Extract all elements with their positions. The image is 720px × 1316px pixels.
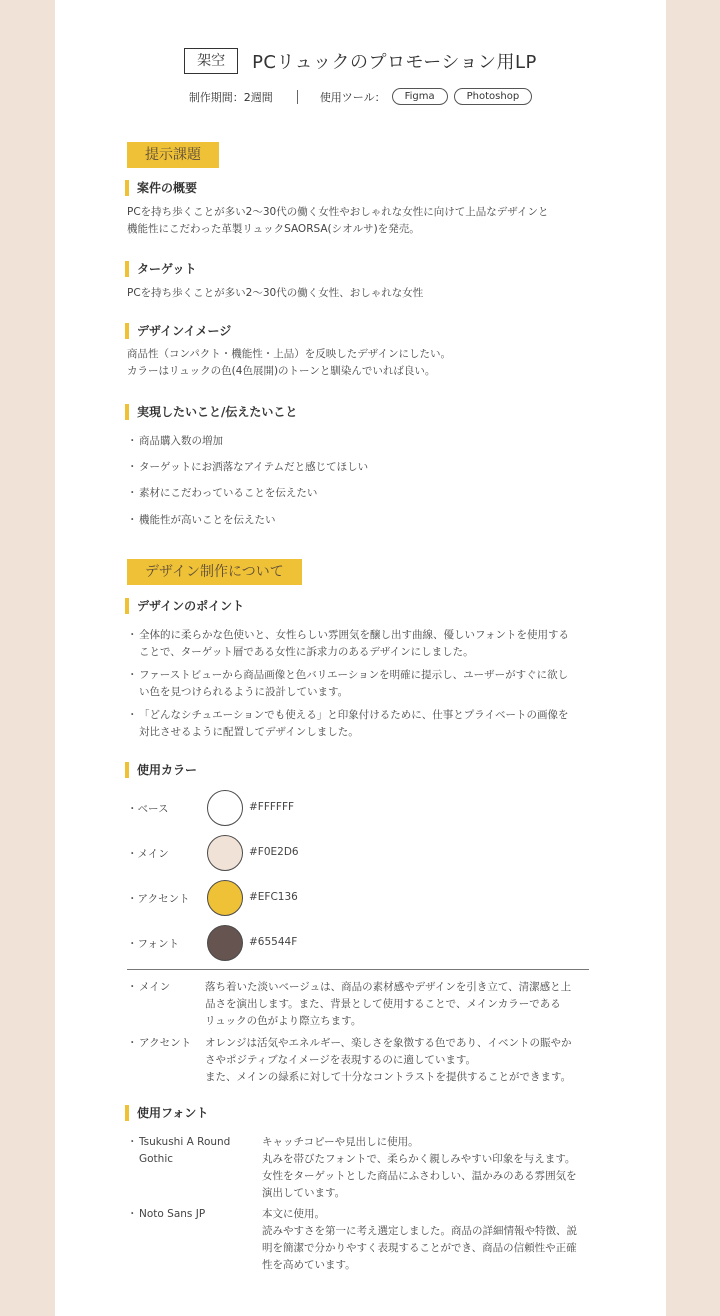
heading-design-image: デザインイメージ bbox=[125, 323, 231, 339]
color-swatch bbox=[207, 880, 243, 916]
section-label-brief: 提示課題 bbox=[127, 142, 219, 168]
page-title: PCリュックのプロモーション用LP bbox=[252, 52, 537, 73]
divider bbox=[127, 969, 589, 970]
target-line-1: PCを持ち歩くことが多い2〜30代の働く女性、おしゃれな女性 bbox=[127, 287, 424, 299]
divider bbox=[297, 90, 298, 104]
design-image-line-2: カラーはリュックの色(4色展開)のトーンと馴染んでいれば良い。 bbox=[127, 365, 436, 377]
document-page: 架空 PCリュックのプロモーション用LP 制作期間：2週間 使用ツール： Figma Photoshop 提示課題 案件の概要 PCを持ち歩くことが多い2〜30代の働く女性やおしゃれな女性に向けて上品なデザインと 機能性にこだわった革製リュックSAORSA(シオルサ)を発売。 ターゲット PCを持ち歩くことが多い2〜30代の働く女性、おしゃれな女性 デザインイメージ 商品性（コンパクト・機能性・上品）を反映したデザインにしたい。 カラーはリュックの色(4色展開)のトーンと馴染んでいれば良い。 実現したいこと/伝えたいこと ・ 商品購入数の増加 ・ ターゲットにお洒落なアイテムだと感じてほしい ・ 素材にこだわっていることを伝えたい ・ 機能性が高いことを伝えたい デザイン制作について デザインのポイント ・ 全体的に柔らかな色使いと、女性らしい雰囲気を醸し出す曲線、優しいフォントを使用する ことで、ターゲット層である女性に訴求力のあるデザインにしました。 ・ ファーストビューから商品画像と色バリエーションを明確に提示し、ユーザーがすぐに欲し い色を見つけられるように設計しています。 ・ 「どんなシチュエーションでも使える」と印象付けるために、仕事とプライベートの画像を 対比させるように配置してデザインしました。 使用カラー ・ベース #FFFFFF ・メイン #F0E2D6 ・アクセント #EFC136 ・フォント #65544F ・ メイン 落ち着いた淡いベージュは、商品の素材感やデザインを引き立て、清潔感と上 品さを演出します。また、背景として使用することで、メインカラーである リュックの色がより際立ちます。 ・ アクセント オレンジは活気やエネルギー、楽しさを象徴する色であり、イベントの賑やか さやポジティブなイメージを表現するのに適しています。 また、メインの緑系に対して十分なコントラストを提供することができます。 使用フォント ・ Tsukushi A Round Gothic キャッチコピーや見出しに使用。 丸みを帯びたフォントで、柔らかく親しみやすい印象を与えます。 女性をターゲットとした商品にふさわしい、温かみのある雰囲気を 演出しています。 ・ Noto Sans JP 本文に使用。 読みやすさを第一に考え選定しました。商品の詳細情報や特徴、説 明を簡潔で分かりやすく表現することができ、商品の信頼性や正確 性を高めています。 bbox=[55, 0, 666, 1316]
tool-badge-figma: Figma bbox=[392, 88, 448, 105]
production-period: 制作期間：2週間 bbox=[188, 90, 273, 104]
color-swatch bbox=[207, 790, 243, 826]
overview-line-1: PCを持ち歩くことが多い2〜30代の働く女性やおしゃれな女性に向けて上品なデザインと bbox=[127, 206, 549, 218]
color-swatch-row: ・フォント #65544F bbox=[127, 925, 427, 963]
design-image-line-1: 商品性（コンパクト・機能性・上品）を反映したデザインにしたい。 bbox=[127, 348, 452, 360]
section-label-design: デザイン制作について bbox=[127, 559, 302, 585]
color-swatch-row: ・メイン #F0E2D6 bbox=[127, 835, 427, 873]
color-swatch-row: ・ベース #FFFFFF bbox=[127, 790, 427, 828]
color-swatch-row: ・アクセント #EFC136 bbox=[127, 880, 427, 918]
heading-overview: 案件の概要 bbox=[125, 180, 197, 196]
header bbox=[55, 48, 666, 105]
color-swatch bbox=[207, 835, 243, 871]
heading-colors: 使用カラー bbox=[125, 762, 197, 778]
overview-line-2: 機能性にこだわった革製リュックSAORSA(シオルサ)を発売。 bbox=[127, 223, 420, 235]
heading-goals: 実現したいこと/伝えたいこと bbox=[125, 404, 297, 420]
heading-target: ターゲット bbox=[125, 261, 197, 277]
fictional-tag: 架空 bbox=[184, 48, 238, 74]
heading-fonts: 使用フォント bbox=[125, 1105, 208, 1121]
tools-label: 使用ツール： bbox=[319, 90, 386, 104]
color-swatch bbox=[207, 925, 243, 961]
meta-row bbox=[55, 88, 666, 105]
heading-design-points: デザインのポイント bbox=[125, 598, 244, 614]
tool-badge-photoshop: Photoshop bbox=[454, 88, 533, 105]
